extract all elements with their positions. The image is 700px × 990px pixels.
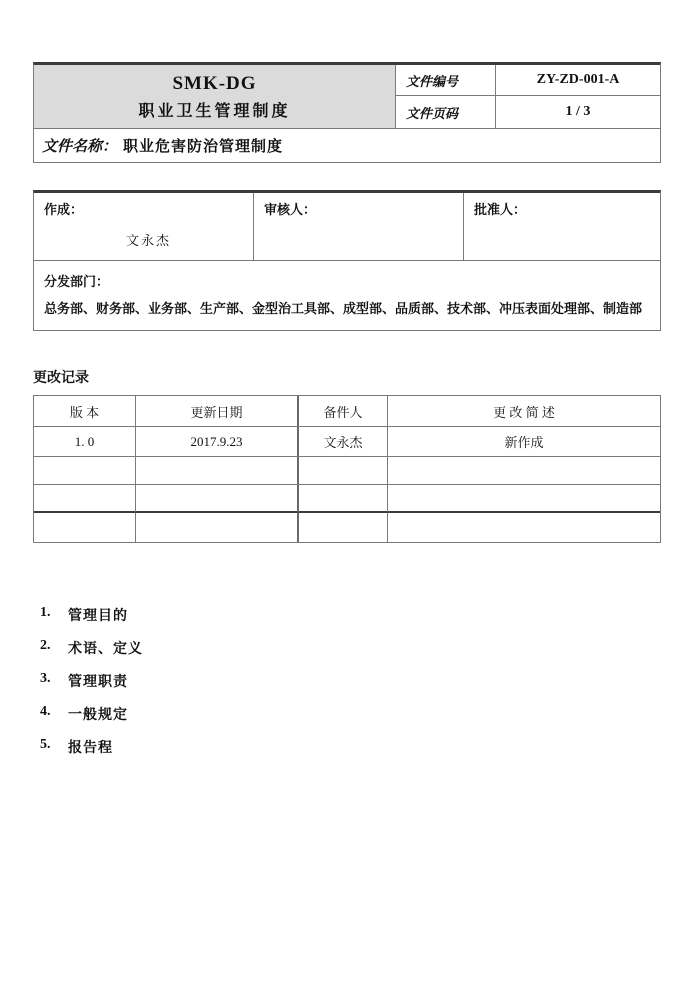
header-table (33, 62, 661, 163)
outline-item-1 (40, 605, 661, 625)
system-title: 职业卫生管理制度 (138, 102, 291, 120)
page-number-value: 1 / 3 (496, 96, 660, 129)
change-row-cell (34, 457, 136, 485)
distribution-label: 分发部门： (44, 274, 110, 289)
outline-item-label: 一般规定 (68, 708, 128, 723)
doc-name-row (34, 129, 660, 162)
created-by-cell (34, 193, 254, 261)
outline-item-3 (40, 671, 661, 691)
outline-item-label: 管理职责 (68, 675, 128, 690)
change-row-cell: 2017.9.23 (136, 427, 299, 457)
change-row-cell (388, 485, 660, 513)
doc-number-value: ZY-ZD-001-A (496, 65, 660, 96)
change-record-title: 更改记录 (33, 371, 89, 386)
change-row-cell: 1. 0 (34, 427, 136, 457)
outline-item-label: 管理目的 (68, 609, 128, 624)
outline-list (33, 605, 661, 757)
outline-item-number: 2. (40, 638, 51, 653)
outline-item-label: 术语、定义 (68, 642, 143, 657)
created-by-name: 文永杰 (125, 233, 171, 248)
doc-name-value: 职业危害防治管理制度 (123, 139, 284, 155)
column-header-version: 版 本 (34, 396, 136, 427)
outline-item-5 (40, 737, 661, 757)
outline-item-number: 4. (40, 704, 51, 719)
outline-item-label: 报告程 (68, 741, 113, 756)
header-brand-cell (34, 65, 396, 129)
column-header-date: 更新日期 (136, 396, 299, 427)
outline-item-number: 1. (40, 605, 51, 620)
change-row-cell (388, 513, 660, 542)
page-number-label: 文件页码 (396, 96, 496, 129)
change-row-cell (299, 457, 388, 485)
change-row-cell (34, 485, 136, 513)
doc-number-label: 文件编号 (396, 65, 496, 96)
change-row-cell (34, 513, 136, 542)
column-header-summary: 更 改 简 述 (388, 396, 660, 427)
change-row-cell (136, 457, 299, 485)
change-row-cell (388, 457, 660, 485)
distribution-departments: 总务部、财务部、业务部、生产部、金型治工具部、成型部、品质部、技术部、冲压表面处理部、制造部 (44, 301, 643, 316)
doc-name-label: 文件名称： (42, 139, 118, 155)
created-by-label: 作成： (44, 202, 84, 217)
reviewer-label: 审核人： (264, 202, 317, 217)
change-record-table (33, 395, 661, 543)
change-row-cell (299, 513, 388, 542)
document-body (33, 62, 661, 770)
change-row-cell (299, 485, 388, 513)
outline-item-4 (40, 704, 661, 724)
approval-table (33, 190, 661, 331)
change-row-cell (136, 485, 299, 513)
change-row-cell: 文永杰 (299, 427, 388, 457)
approver-cell (464, 193, 660, 261)
company-code: SMK-DG (172, 72, 257, 94)
outline-item-number: 5. (40, 737, 51, 752)
approver-label: 批准人： (474, 202, 527, 217)
change-row-cell: 新作成 (388, 427, 660, 457)
distribution-cell (34, 261, 660, 330)
outline-item-number: 3. (40, 671, 51, 686)
reviewer-cell (254, 193, 464, 261)
outline-item-2 (40, 638, 661, 658)
column-header-person: 备件人 (299, 396, 388, 427)
change-row-cell (136, 513, 299, 542)
